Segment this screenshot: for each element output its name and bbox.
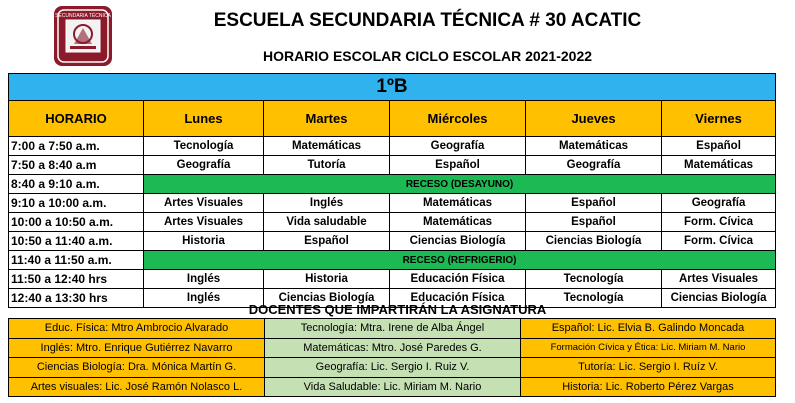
subject-cell: Form. Cívica	[662, 213, 776, 232]
teacher-cell: Inglés: Mtro. Enrique Gutiérrez Navarro	[9, 338, 265, 358]
header-miercoles: Miércoles	[390, 101, 526, 137]
subject-cell: Matemáticas	[264, 137, 390, 156]
teacher-cell: Tutoría: Lic. Sergio I. Ruíz V.	[521, 358, 776, 378]
subject-cell: Ciencias Biología	[526, 232, 662, 251]
time-cell: 10:50 a 11:40 a.m.	[9, 232, 144, 251]
subject-cell: Geografía	[526, 156, 662, 175]
subject-cell: Inglés	[144, 289, 264, 308]
subject-cell: Inglés	[144, 270, 264, 289]
header-martes: Martes	[264, 101, 390, 137]
subject-cell: Tecnología	[526, 270, 662, 289]
teacher-cell: Historia: Lic. Roberto Pérez Vargas	[521, 377, 776, 397]
teacher-cell: Tecnología: Mtra. Irene de Alba Ángel	[265, 319, 521, 339]
time-cell: 8:40 a 9:10 a.m.	[9, 175, 144, 194]
schedule-row	[9, 137, 776, 156]
subject-cell: Español	[390, 156, 526, 175]
time-cell: 11:40 a 11:50 a.m.	[9, 251, 144, 270]
teacher-cell: Educ. Física: Mtro Ambrocio Alvarado	[9, 319, 265, 339]
subject-cell: Form. Cívica	[662, 232, 776, 251]
subject-cell: Español	[662, 137, 776, 156]
teacher-cell: Ciencias Biología: Dra. Mónica Martín G.	[9, 358, 265, 378]
group-label: 1ºB	[9, 74, 776, 101]
teacher-cell: Formación Cívica y Ética: Lic. Miriam M. Nario	[521, 338, 776, 358]
subject-cell: Tecnología	[144, 137, 264, 156]
subject-cell: Geografía	[144, 156, 264, 175]
subject-cell: Geografía	[662, 194, 776, 213]
subject-cell: Historia	[264, 270, 390, 289]
schedule-row	[9, 194, 776, 213]
teacher-cell: Geografía: Lic. Sergio I. Ruiz V.	[265, 358, 521, 378]
svg-text:SECUNDARIA TÉCNICA: SECUNDARIA TÉCNICA	[55, 13, 111, 19]
subject-cell: Matemáticas	[390, 194, 526, 213]
subject-cell: Español	[526, 194, 662, 213]
teacher-row	[9, 377, 776, 397]
subject-cell: Vida saludable	[264, 213, 390, 232]
header-lunes: Lunes	[144, 101, 264, 137]
header-horario: HORARIO	[9, 101, 144, 137]
teacher-cell: Artes visuales: Lic. José Ramón Nolasco L.	[9, 377, 265, 397]
teacher-row	[9, 319, 776, 339]
recess-cell: RECESO (DESAYUNO)	[144, 175, 776, 194]
teacher-cell: Español: Lic. Elvia B. Galindo Moncada	[521, 319, 776, 339]
subject-cell: Tecnología	[526, 289, 662, 308]
teacher-row	[9, 338, 776, 358]
subject-cell: Ciencias Biología	[264, 289, 390, 308]
time-cell: 9:10 a 10:00 a.m.	[9, 194, 144, 213]
subject-cell: Ciencias Biología	[662, 289, 776, 308]
header-jueves: Jueves	[526, 101, 662, 137]
schedule-row	[9, 213, 776, 232]
schedule-table	[8, 73, 776, 308]
teacher-cell: Vida Saludable: Lic. Miriam M. Nario	[265, 377, 521, 397]
subject-cell: Artes Visuales	[144, 194, 264, 213]
schedule-row	[9, 232, 776, 251]
time-cell: 7:50 a 8:40 a.m	[9, 156, 144, 175]
subject-cell: Geografía	[390, 137, 526, 156]
teacher-cell: Matemáticas: Mtro. José Paredes G.	[265, 338, 521, 358]
subject-cell: Educación Física	[390, 289, 526, 308]
school-name: ESCUELA SECUNDARIA TÉCNICA # 30 ACATIC	[213, 10, 642, 31]
subject-cell: Artes Visuales	[144, 213, 264, 232]
subject-cell: Historia	[144, 232, 264, 251]
time-cell: 12:40 a 13:30 hrs	[9, 289, 144, 308]
header-viernes: Viernes	[662, 101, 776, 137]
subject-cell: Español	[264, 232, 390, 251]
teachers-table	[8, 318, 776, 397]
recess-row	[9, 175, 776, 194]
subject-cell: Matemáticas	[390, 213, 526, 232]
subject-cell: Educación Física	[390, 270, 526, 289]
subject-cell: Español	[526, 213, 662, 232]
time-cell: 11:50 a 12:40 hrs	[9, 270, 144, 289]
subject-cell: Ciencias Biología	[390, 232, 526, 251]
subject-cell: Matemáticas	[526, 137, 662, 156]
time-cell: 10:00 a 10:50 a.m.	[9, 213, 144, 232]
recess-cell: RECESO (REFRIGERIO)	[144, 251, 776, 270]
schedule-row	[9, 156, 776, 175]
schedule-subtitle: HORARIO ESCOLAR CICLO ESCOLAR 2021-2022	[262, 48, 593, 64]
teachers-title: DOCENTES QUE IMPARTIRÁN LA ASIGNATURA	[248, 302, 547, 317]
schedule-row	[9, 270, 776, 289]
group-row	[9, 74, 776, 101]
teacher-row	[9, 358, 776, 378]
subject-cell: Matemáticas	[662, 156, 776, 175]
subject-cell: Tutoría	[264, 156, 390, 175]
header-row	[9, 101, 776, 137]
subject-cell: Artes Visuales	[662, 270, 776, 289]
subject-cell: Inglés	[264, 194, 390, 213]
time-cell: 7:00 a 7:50 a.m.	[9, 137, 144, 156]
recess-row	[9, 251, 776, 270]
